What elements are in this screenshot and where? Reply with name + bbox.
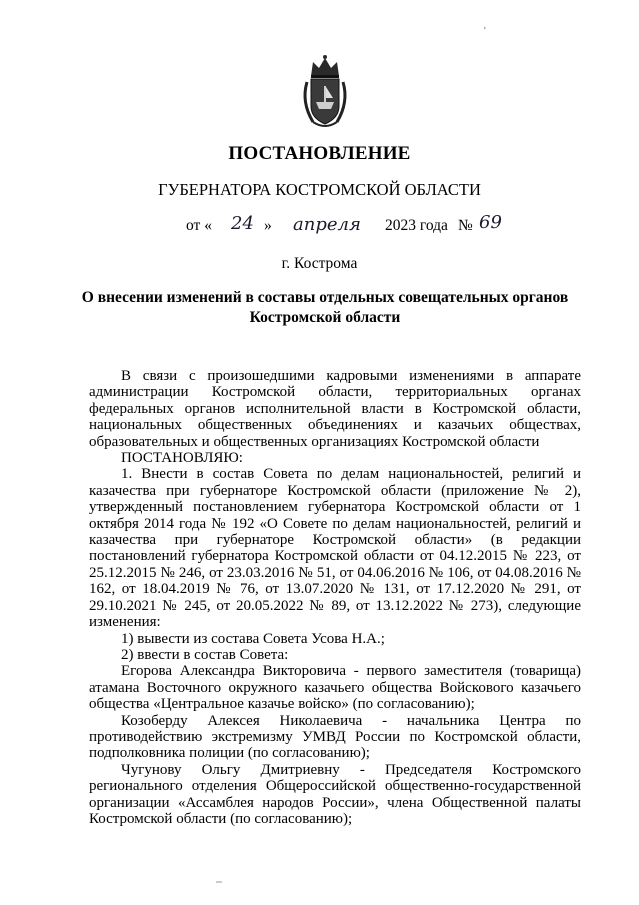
coat-of-arms-icon	[297, 54, 353, 130]
city: г. Кострома	[281, 255, 358, 272]
subitem-2: 2) ввести в состав Совета:	[121, 646, 289, 663]
date-prefix: от «	[186, 217, 212, 234]
number-sign: №	[458, 217, 473, 234]
document-title: ПОСТАНОВЛЕНИЕ	[228, 143, 411, 164]
date-day: 24	[231, 213, 254, 234]
intro-paragraph: В связи с произошедшими кадровыми изменениями в аппарате администрации Костромской области, территориальных органах федеральных органов исполнительной власти в Костромской области, национальных общественных объединениях и казачьих обществах, образовательных и общественных организациях Костромской области	[89, 368, 581, 450]
corner-mark: '	[484, 26, 486, 37]
decree-number: 69	[479, 212, 502, 233]
document-heading: О внесении изменений в составы отдельных совещательных органов Костромской области	[81, 289, 569, 326]
scan-speck	[216, 881, 222, 883]
decree-word: ПОСТАНОВЛЯЮ:	[121, 450, 243, 467]
member-entry: Козоберду Алексея Николаевича - начальника Центра по противодействию экстремизму УМВД России по Костромской области, подполковника полиции (по согласованию);	[89, 712, 581, 762]
document-body	[89, 368, 581, 827]
date-year: 2023 года	[385, 217, 448, 234]
subitem-1: 1) вывести из состава Совета Усова Н.А.;	[121, 630, 385, 647]
member-entry: Чугунову Ольгу Дмитриевну - Председателя Костромского регионального отделения Общероссийской общественно-государственной организации «Ассамблея народов России», члена Общественной палаты Костромской области (по согласованию);	[89, 761, 581, 827]
item-1: 1. Внести в состав Совета по делам национальностей, религий и казачества при губернаторе Костромской области (приложение № 2), утвержденный постановлением губернатора Костромской области от 1 октября 2014 года № 192 «О Совете по делам национальностей, религий и казачества при губернаторе Костромской области» (в редакции постановлений губернатора Костромской области от 04.12.2015 № 223, от 25.12.2015 № 246, от 23.03.2016 № 51, от 04.06.2016 № 106, от 04.08.2016 № 162, от 18.04.2019 № 76, от 13.07.2020 № 131, от 17.12.2020 № 291, от 29.10.2021 № 245, от 20.05.2022 № 89, от 13.12.2022 № 273), следующие изменения:	[89, 466, 581, 631]
date-month: апреля	[293, 214, 361, 235]
member-entry: Егорова Александра Викторовича - первого заместителя (товарища) атамана Восточного окружного казачьего общества Войскового казачьего общества «Центральное казачье войско» (по согласованию);	[89, 663, 581, 713]
date-close-quote: »	[264, 217, 272, 234]
issuer-title: ГУБЕРНАТОРА КОСТРОМСКОЙ ОБЛАСТИ	[158, 180, 481, 199]
